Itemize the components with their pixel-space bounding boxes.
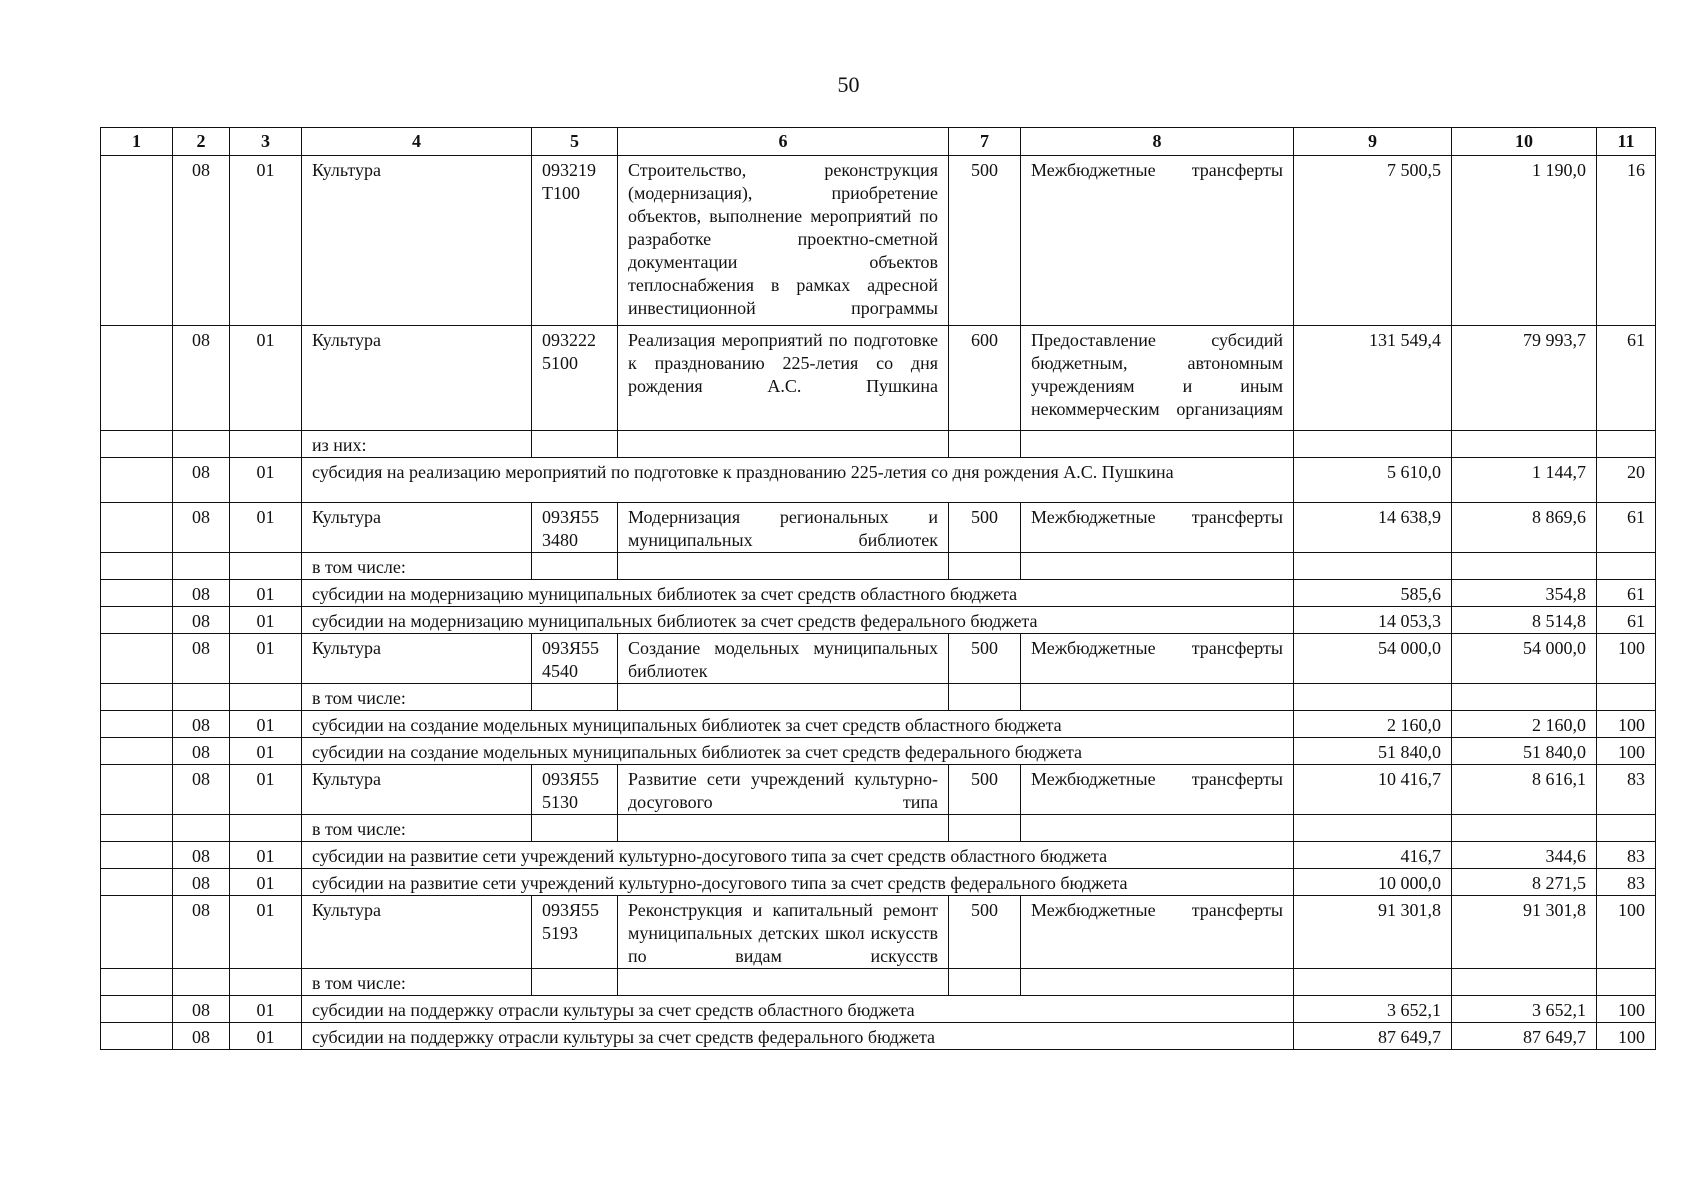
subsidy-description: субсидии на модернизацию муниципальных библиотек за счет средств федерального бюджета (302, 607, 1294, 634)
cell-col8 (1021, 431, 1294, 458)
subheading-row (101, 969, 1656, 996)
subsection-code: 01 (230, 326, 302, 431)
subsidy-row (101, 1023, 1656, 1050)
cell-col2 (173, 815, 230, 842)
section-code: 08 (173, 842, 230, 869)
target-article-code: 093219 Т100 (532, 156, 618, 326)
expense-type-name: Межбюджетные трансферты (1021, 896, 1294, 969)
cell-col1 (101, 815, 173, 842)
page-number: 50 (837, 72, 860, 97)
subsidy-description: субсидия на реализацию мероприятий по подготовке к празднованию 225-летия со дня рождения А.С. Пушкина (302, 458, 1294, 503)
measure-description: Реализация мероприятий по подготовке к празднованию 225-летия со дня рождения А.С. Пушкина (618, 326, 949, 431)
section-code: 08 (173, 503, 230, 553)
section-name: Культура (302, 503, 532, 553)
cell-col11 (1597, 553, 1656, 580)
column-header-9: 9 (1294, 128, 1452, 156)
table-body (101, 156, 1656, 1050)
subheading-row (101, 815, 1656, 842)
cell-col1 (101, 869, 173, 896)
section-code: 08 (173, 711, 230, 738)
subsection-code: 01 (230, 896, 302, 969)
cell-col1 (101, 711, 173, 738)
percent-col11: 61 (1597, 326, 1656, 431)
cell-col11 (1597, 815, 1656, 842)
measure-description: Создание модельных муниципальных библиотек (618, 634, 949, 684)
expense-type-code: 500 (949, 503, 1021, 553)
expense-type-code: 600 (949, 326, 1021, 431)
expense-type-name: Межбюджетные трансферты (1021, 765, 1294, 815)
amount-col10: 8 869,6 (1452, 503, 1597, 553)
amount-col9: 7 500,5 (1294, 156, 1452, 326)
percent-col11: 83 (1597, 765, 1656, 815)
cell-col3 (230, 431, 302, 458)
subheading-label: в том числе: (302, 553, 532, 580)
cell-col7 (949, 431, 1021, 458)
expense-type-code: 500 (949, 896, 1021, 969)
cell-col2 (173, 684, 230, 711)
subsidy-description: субсидии на поддержку отрасли культуры за счет средств федерального бюджета (302, 1023, 1294, 1050)
amount-col9: 51 840,0 (1294, 738, 1452, 765)
cell-col2 (173, 431, 230, 458)
cell-col8 (1021, 684, 1294, 711)
cell-col1 (101, 431, 173, 458)
cell-col1 (101, 738, 173, 765)
column-header-1: 1 (101, 128, 173, 156)
amount-col10: 1 190,0 (1452, 156, 1597, 326)
column-header-8: 8 (1021, 128, 1294, 156)
amount-col10: 79 993,7 (1452, 326, 1597, 431)
cell-col10 (1452, 815, 1597, 842)
cell-col5 (532, 431, 618, 458)
cell-col5 (532, 969, 618, 996)
cell-col5 (532, 553, 618, 580)
cell-col6 (618, 684, 949, 711)
cell-col9 (1294, 684, 1452, 711)
cell-col1 (101, 969, 173, 996)
section-name: Культура (302, 156, 532, 326)
cell-col10 (1452, 684, 1597, 711)
cell-col3 (230, 684, 302, 711)
cell-col1 (101, 1023, 173, 1050)
expense-type-code: 500 (949, 634, 1021, 684)
amount-col9: 87 649,7 (1294, 1023, 1452, 1050)
expense-type-code: 500 (949, 156, 1021, 326)
cell-col1 (101, 580, 173, 607)
percent-col11: 100 (1597, 711, 1656, 738)
column-header-5: 5 (532, 128, 618, 156)
expense-type-name: Предоставление субсидий бюджетным, автономным учреждениям и иным некоммерческим организациям (1021, 326, 1294, 431)
amount-col9: 5 610,0 (1294, 458, 1452, 503)
amount-col10: 87 649,7 (1452, 1023, 1597, 1050)
column-header-10: 10 (1452, 128, 1597, 156)
amount-col10: 54 000,0 (1452, 634, 1597, 684)
subsection-code: 01 (230, 765, 302, 815)
percent-col11: 100 (1597, 634, 1656, 684)
percent-col11: 61 (1597, 503, 1656, 553)
subsidy-description: субсидии на создание модельных муниципальных библиотек за счет средств федерального бюджета (302, 738, 1294, 765)
cell-col11 (1597, 969, 1656, 996)
cell-col5 (532, 684, 618, 711)
subheading-label: в том числе: (302, 684, 532, 711)
cell-col8 (1021, 553, 1294, 580)
amount-col9: 585,6 (1294, 580, 1452, 607)
cell-col3 (230, 815, 302, 842)
subsidy-description: субсидии на создание модельных муниципальных библиотек за счет средств областного бюджета (302, 711, 1294, 738)
measure-description: Строительство, реконструкция (модернизация), приобретение объектов, выполнение мероприятий по разработке проектно-сметной документации объектов теплоснабжения в рамках адресной инвестиционной программы (618, 156, 949, 326)
subsection-code: 01 (230, 607, 302, 634)
column-header-2: 2 (173, 128, 230, 156)
cell-col1 (101, 503, 173, 553)
cell-col8 (1021, 969, 1294, 996)
table-row (101, 896, 1656, 969)
amount-col10: 1 144,7 (1452, 458, 1597, 503)
subsidy-description: субсидии на развитие сети учреждений культурно-досугового типа за счет средств областного бюджета (302, 842, 1294, 869)
section-code: 08 (173, 869, 230, 896)
percent-col11: 20 (1597, 458, 1656, 503)
cell-col1 (101, 896, 173, 969)
subsection-code: 01 (230, 503, 302, 553)
cell-col5 (532, 815, 618, 842)
subsidy-description: субсидии на поддержку отрасли культуры за счет средств областного бюджета (302, 996, 1294, 1023)
cell-col7 (949, 969, 1021, 996)
subsidy-description: субсидии на модернизацию муниципальных библиотек за счет средств областного бюджета (302, 580, 1294, 607)
section-name: Культура (302, 765, 532, 815)
amount-col10: 3 652,1 (1452, 996, 1597, 1023)
subsidy-row (101, 458, 1656, 503)
subsidy-row (101, 711, 1656, 738)
amount-col9: 14 053,3 (1294, 607, 1452, 634)
header-row (101, 128, 1656, 156)
subsection-code: 01 (230, 711, 302, 738)
percent-col11: 61 (1597, 580, 1656, 607)
cell-col1 (101, 607, 173, 634)
cell-col3 (230, 553, 302, 580)
section-name: Культура (302, 634, 532, 684)
measure-description: Реконструкция и капитальный ремонт муниципальных детских школ искусств по видам искусств (618, 896, 949, 969)
section-code: 08 (173, 607, 230, 634)
percent-col11: 100 (1597, 738, 1656, 765)
cell-col6 (618, 969, 949, 996)
section-code: 08 (173, 1023, 230, 1050)
subsection-code: 01 (230, 1023, 302, 1050)
expense-type-code: 500 (949, 765, 1021, 815)
percent-col11: 100 (1597, 896, 1656, 969)
table-row (101, 326, 1656, 431)
percent-col11: 16 (1597, 156, 1656, 326)
subsection-code: 01 (230, 842, 302, 869)
target-article-code: 093Я55 5193 (532, 896, 618, 969)
percent-col11: 83 (1597, 869, 1656, 896)
budget-table (100, 127, 1656, 1050)
cell-col10 (1452, 431, 1597, 458)
subsection-code: 01 (230, 458, 302, 503)
cell-col1 (101, 458, 173, 503)
cell-col1 (101, 634, 173, 684)
cell-col1 (101, 684, 173, 711)
expense-type-name: Межбюджетные трансферты (1021, 503, 1294, 553)
table-row (101, 765, 1656, 815)
table-row (101, 503, 1656, 553)
subsidy-row (101, 580, 1656, 607)
amount-col10: 8 616,1 (1452, 765, 1597, 815)
subheading-row (101, 684, 1656, 711)
cell-col2 (173, 553, 230, 580)
cell-col1 (101, 765, 173, 815)
section-code: 08 (173, 996, 230, 1023)
subsidy-row (101, 842, 1656, 869)
table-row (101, 156, 1656, 326)
cell-col3 (230, 969, 302, 996)
subheading-row (101, 553, 1656, 580)
column-header-6: 6 (618, 128, 949, 156)
target-article-code: 093Я55 3480 (532, 503, 618, 553)
column-header-7: 7 (949, 128, 1021, 156)
section-name: Культура (302, 896, 532, 969)
cell-col6 (618, 815, 949, 842)
measure-description: Модернизация региональных и муниципальных библиотек (618, 503, 949, 553)
column-header-11: 11 (1597, 128, 1656, 156)
subsidy-row (101, 996, 1656, 1023)
percent-col11: 100 (1597, 1023, 1656, 1050)
cell-col6 (618, 431, 949, 458)
target-article-code: 093222 5100 (532, 326, 618, 431)
section-code: 08 (173, 326, 230, 431)
subsection-code: 01 (230, 156, 302, 326)
cell-col10 (1452, 553, 1597, 580)
subheading-row (101, 431, 1656, 458)
amount-col9: 10 416,7 (1294, 765, 1452, 815)
cell-col7 (949, 684, 1021, 711)
section-code: 08 (173, 765, 230, 815)
section-name: Культура (302, 326, 532, 431)
cell-col8 (1021, 815, 1294, 842)
amount-col10: 354,8 (1452, 580, 1597, 607)
amount-col9: 91 301,8 (1294, 896, 1452, 969)
subsidy-description: субсидии на развитие сети учреждений культурно-досугового типа за счет средств федерального бюджета (302, 869, 1294, 896)
amount-col9: 3 652,1 (1294, 996, 1452, 1023)
cell-col9 (1294, 431, 1452, 458)
measure-description: Развитие сети учреждений культурно-досугового типа (618, 765, 949, 815)
percent-col11: 61 (1597, 607, 1656, 634)
cell-col6 (618, 553, 949, 580)
amount-col10: 8 514,8 (1452, 607, 1597, 634)
amount-col9: 131 549,4 (1294, 326, 1452, 431)
amount-col9: 2 160,0 (1294, 711, 1452, 738)
subheading-label: из них: (302, 431, 532, 458)
amount-col10: 8 271,5 (1452, 869, 1597, 896)
cell-col1 (101, 553, 173, 580)
section-code: 08 (173, 580, 230, 607)
table-row (101, 634, 1656, 684)
expense-type-name: Межбюджетные трансферты (1021, 634, 1294, 684)
percent-col11: 83 (1597, 842, 1656, 869)
cell-col10 (1452, 969, 1597, 996)
subsection-code: 01 (230, 580, 302, 607)
subheading-label: в том числе: (302, 969, 532, 996)
cell-col9 (1294, 815, 1452, 842)
expense-type-name: Межбюджетные трансферты (1021, 156, 1294, 326)
subsidy-row (101, 738, 1656, 765)
subsection-code: 01 (230, 634, 302, 684)
column-header-4: 4 (302, 128, 532, 156)
amount-col10: 2 160,0 (1452, 711, 1597, 738)
cell-col7 (949, 553, 1021, 580)
cell-col1 (101, 996, 173, 1023)
cell-col9 (1294, 969, 1452, 996)
amount-col10: 51 840,0 (1452, 738, 1597, 765)
cell-col1 (101, 326, 173, 431)
section-code: 08 (173, 458, 230, 503)
target-article-code: 093Я55 4540 (532, 634, 618, 684)
column-header-3: 3 (230, 128, 302, 156)
percent-col11: 100 (1597, 996, 1656, 1023)
subsidy-row (101, 607, 1656, 634)
amount-col10: 91 301,8 (1452, 896, 1597, 969)
section-code: 08 (173, 738, 230, 765)
subheading-label: в том числе: (302, 815, 532, 842)
section-code: 08 (173, 156, 230, 326)
cell-col7 (949, 815, 1021, 842)
subsection-code: 01 (230, 738, 302, 765)
amount-col9: 416,7 (1294, 842, 1452, 869)
subsection-code: 01 (230, 996, 302, 1023)
target-article-code: 093Я55 5130 (532, 765, 618, 815)
amount-col9: 14 638,9 (1294, 503, 1452, 553)
cell-col11 (1597, 431, 1656, 458)
cell-col2 (173, 969, 230, 996)
cell-col1 (101, 156, 173, 326)
cell-col1 (101, 842, 173, 869)
amount-col10: 344,6 (1452, 842, 1597, 869)
section-code: 08 (173, 896, 230, 969)
amount-col9: 10 000,0 (1294, 869, 1452, 896)
cell-col9 (1294, 553, 1452, 580)
subsection-code: 01 (230, 869, 302, 896)
subsidy-row (101, 869, 1656, 896)
cell-col11 (1597, 684, 1656, 711)
amount-col9: 54 000,0 (1294, 634, 1452, 684)
section-code: 08 (173, 634, 230, 684)
